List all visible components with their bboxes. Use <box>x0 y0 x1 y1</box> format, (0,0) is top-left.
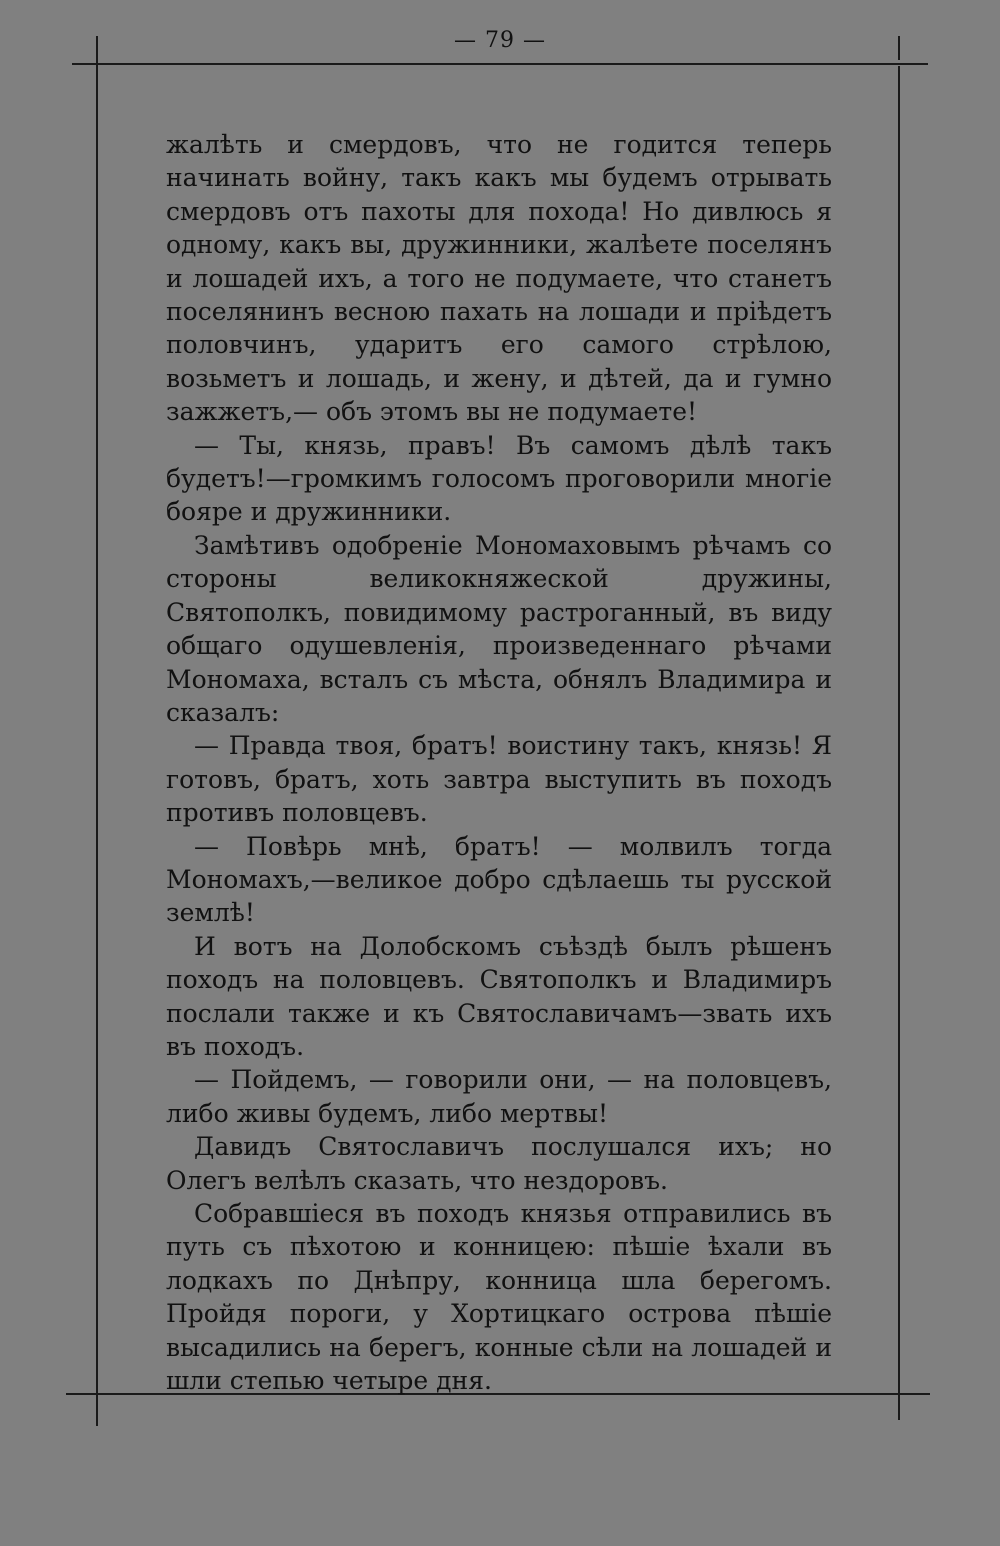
paragraph: Собравшiеся въ походъ князья отправились въ путь съ пѣхотою и конницею: пѣшiе ѣхали въ лодкахъ по Днѣпру, конница шла берегомъ. Пройдя пороги, у Хортицкаго острова пѣшiе высадились на берегъ, конные сѣли на лошадей и шли степью четыре дня. <box>166 1199 832 1396</box>
top-border-rule <box>72 63 928 65</box>
paragraph: Замѣтивъ одобренiе Мономаховымъ рѣчамъ со стороны великокняжеской дружины, Святополкъ, повидимому растроганный, въ виду общаго одушевленiя, произведеннаго рѣчами Мономаха, всталъ съ мѣста, обнялъ Владимира и сказалъ: <box>166 530 832 727</box>
paragraph: — Правда твоя, братъ! воистину такъ, князь! Я готовъ, братъ, хоть завтра выступить въ походъ противъ половцевъ. <box>166 731 832 828</box>
right-border-rule <box>898 66 900 1420</box>
page-number: — 79 — <box>454 28 546 53</box>
paragraph: — Повѣрь мнѣ, братъ! — молвилъ тогда Мономахъ,—великое добро сдѣлаешь ты русской землѣ! <box>166 831 832 928</box>
bottom-border-rule-end <box>900 1393 930 1395</box>
paragraph: — Пойдемъ, — говорили они, — на половцевъ, либо живы будемъ, либо мертвы! <box>166 1065 832 1128</box>
body-text <box>166 128 832 1397</box>
paragraph: И вотъ на Долобскомъ съѣздѣ былъ рѣшенъ походъ на половцевъ. Святополкъ и Владимиръ послали также и къ Святославичамъ—звать ихъ въ походъ. <box>166 931 832 1061</box>
border-tick-right <box>898 36 900 60</box>
paragraph: жалѣть и смердовъ, что не годится теперь начинать войну, такъ какъ мы будемъ отрывать смердовъ отъ пахоты для похода! Но дивлюсь я одному, какъ вы, дружинники, жалѣете поселянъ и лошадей ихъ, а того не подумаете, что станетъ поселянинъ весною пахать на лошади и прiѣдетъ половчинъ, ударитъ его самого стрѣлою, возьметъ и лошадь, и жену, и дѣтей, да и гумно зажжетъ,— объ этомъ вы не подумаете! <box>166 130 832 427</box>
paragraph: Давидъ Святославичъ послушался ихъ; но Олегъ велѣлъ сказать, что нездоровъ. <box>166 1132 832 1195</box>
paragraph: — Ты, князь, правъ! Въ самомъ дѣлѣ такъ будетъ!—громкимъ голосомъ проговорили многiе бояре и дружинники. <box>166 430 832 527</box>
left-border-rule <box>96 36 98 1426</box>
